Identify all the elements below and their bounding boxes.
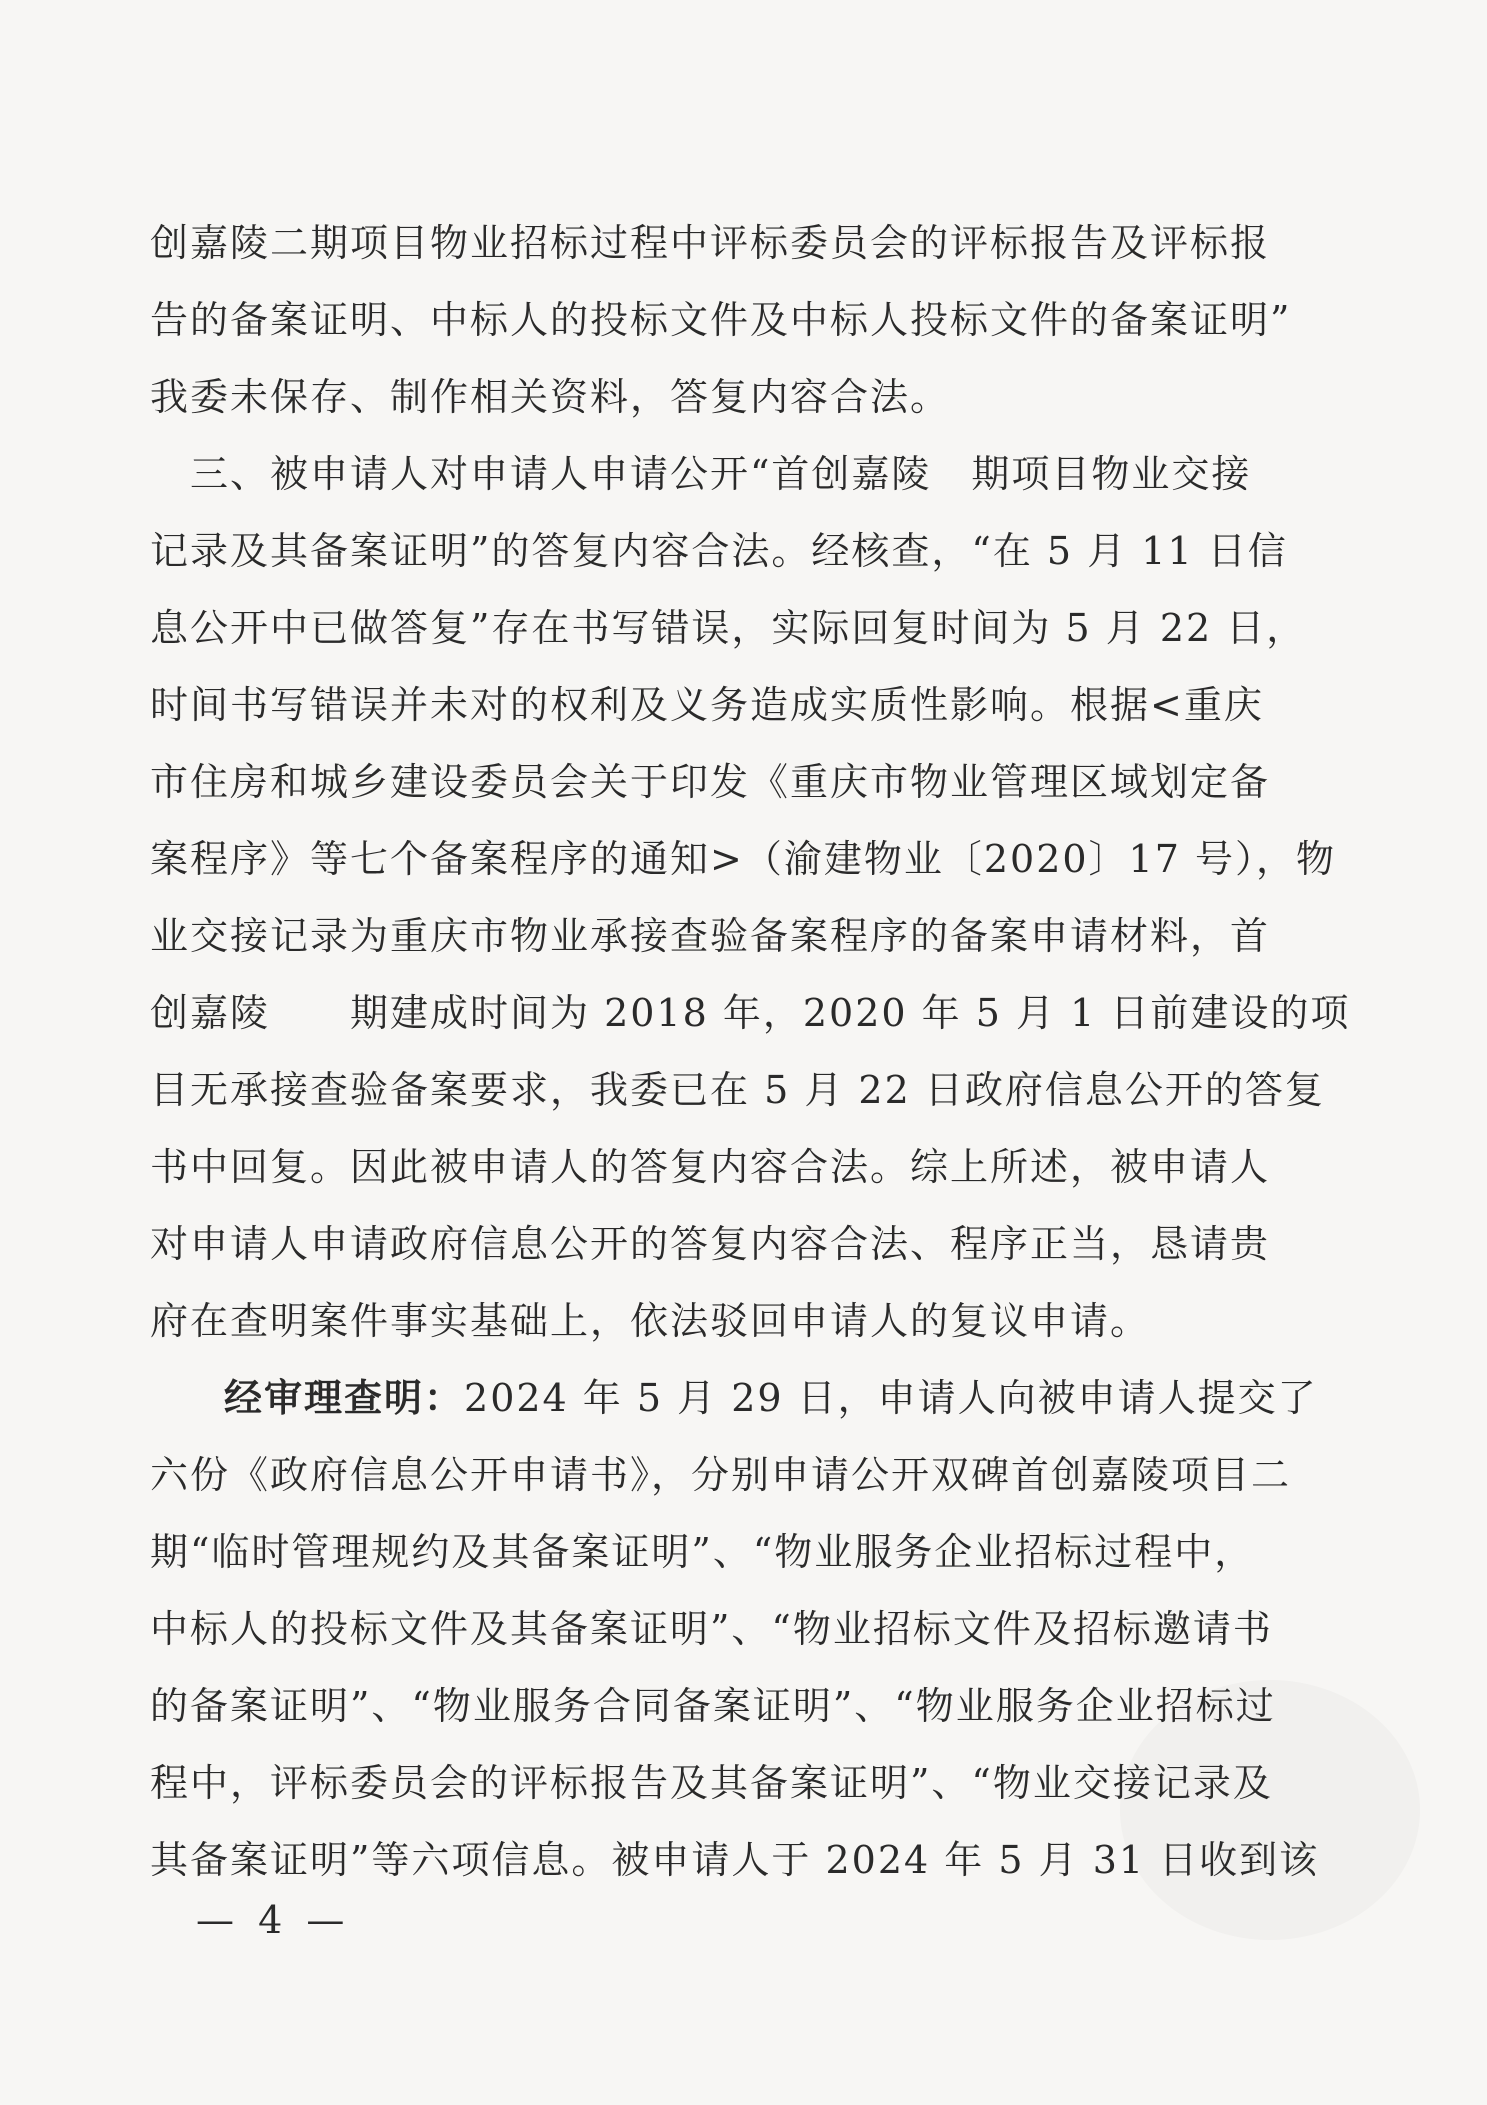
body-line-13: 书中回复。因此被申请人的答复内容合法。综上所述，被申请人 (150, 1145, 1271, 1189)
body-line-10: 业交接记录为重庆市物业承接查验备案程序的备案申请材料，首 (150, 914, 1271, 958)
body-line-8: 市住房和城乡建设委员会关于印发《重庆市物业管理区域划定备 (150, 760, 1271, 804)
body-line-2: 告的备案证明、中标人的投标文件及中标人投标文件的备案证明” (150, 298, 1292, 342)
body-line-18: 期“临时管理规约及其备案证明”、“物业服务企业招标过程中， (150, 1530, 1255, 1574)
body-line-20: 的备案证明”、“物业服务合同备案证明”、“物业服务企业招标过 (150, 1684, 1276, 1728)
body-line-22: 其备案证明”等六项信息。被申请人于 2024 年 5 月 31 日收到该 (150, 1838, 1320, 1882)
body-line-11: 创嘉陵 期建成时间为 2018 年，2020 年 5 月 1 日前建设的项 (150, 991, 1351, 1035)
body-line-17: 六份《政府信息公开申请书》，分别申请公开双碑首创嘉陵项目二 (150, 1453, 1292, 1497)
body-line-9: 案程序》等七个备案程序的通知>（渝建物业〔2020〕17 号），物 (150, 837, 1336, 881)
body-line-15: 府在查明案件事实基础上，依法驳回申请人的复议申请。 (150, 1299, 1151, 1343)
body-line-14: 对申请人申请政府信息公开的答复内容合法、程序正当，恳请贵 (150, 1222, 1271, 1266)
finding-label: 经审理查明： (224, 1375, 465, 1420)
body-line-12: 目无承接查验备案要求，我委已在 5 月 22 日政府信息公开的答复 (150, 1068, 1325, 1112)
body-line-3: 我委未保存、制作相关资料，答复内容合法。 (150, 375, 951, 419)
body-line-1: 创嘉陵二期项目物业招标过程中评标委员会的评标报告及评标报 (150, 221, 1271, 265)
body-line-19: 中标人的投标文件及其备案证明”、“物业招标文件及招标邀请书 (150, 1607, 1273, 1651)
body-line-21: 程中，评标委员会的评标报告及其备案证明”、“物业交接记录及 (150, 1761, 1273, 1805)
body-line-7: 时间书写错误并未对的权利及义务造成实质性影响。根据<重庆 (150, 683, 1264, 727)
finding-text: 2024 年 5 月 29 日，申请人向被申请人提交了 (464, 1376, 1318, 1420)
body-line-6: 息公开中已做答复”存在书写错误，实际回复时间为 5 月 22 日， (150, 606, 1307, 650)
body-line-5: 记录及其备案证明”的答复内容合法。经核查，“在 5 月 11 日信 (150, 529, 1288, 573)
page-number: — 4 — (196, 1898, 351, 1942)
finding-line (224, 1374, 1318, 1422)
body-line-4: 三、被申请人对申请人申请公开“首创嘉陵 期项目物业交接 (190, 452, 1252, 496)
